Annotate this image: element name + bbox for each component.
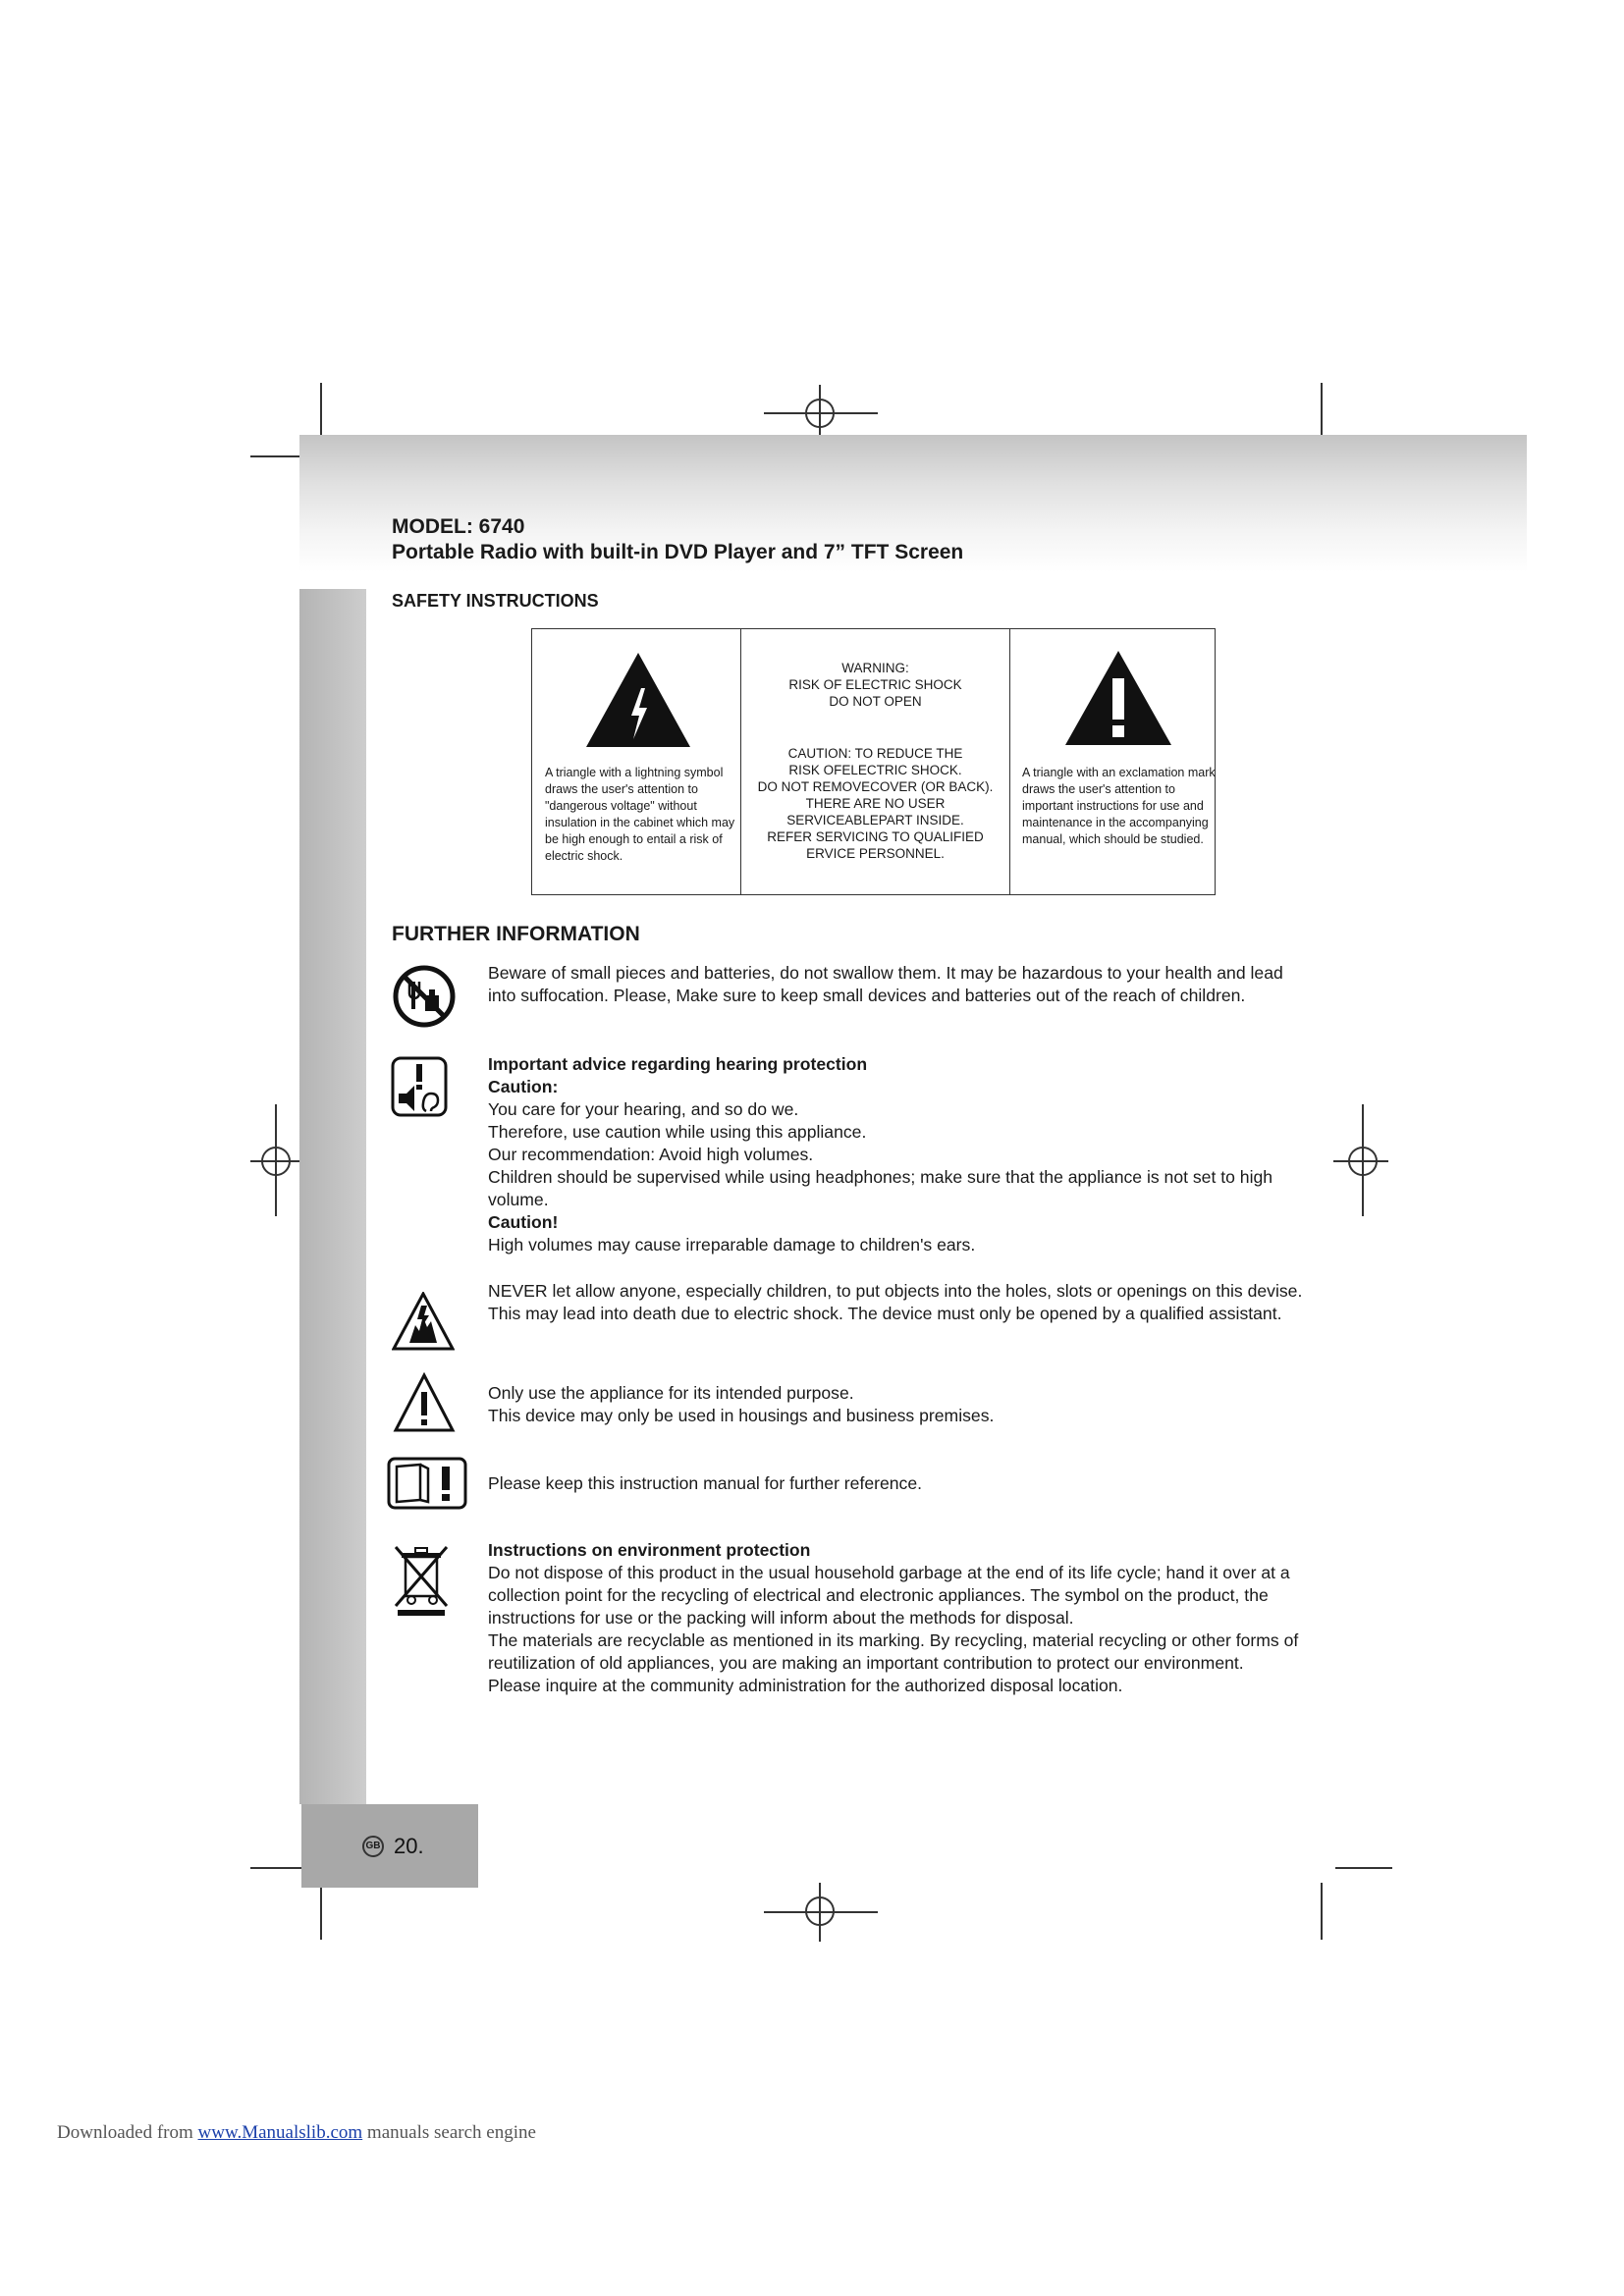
crop-mark [250,1867,304,1869]
keep-manual-text: Please keep this instruction manual for further reference. [488,1473,923,1493]
product-subtitle: Portable Radio with built-in DVD Player and 7” TFT Screen [392,541,964,563]
no-swallow-icon [392,964,457,1029]
warning-text: WARNING: RISK OF ELECTRIC SHOCK DO NOT OPEN [788,661,962,709]
crop-mark [320,1883,322,1940]
page-number: 20. [394,1833,424,1858]
download-footer [57,2122,536,2144]
side-band [299,589,366,1804]
environment-heading: Instructions on environment protection [488,1540,811,1560]
environment-block [488,1539,1313,1697]
purpose-line: Only use the appliance for its intended purpose. [488,1383,854,1403]
hearing-protection-block [488,1053,1313,1256]
hearing-line: High volumes may cause irreparable damage to children's ears. [488,1235,976,1255]
intended-purpose-block [488,1382,1313,1427]
hearing-line: You care for your hearing, and so do we. [488,1099,799,1119]
hearing-heading: Important advice regarding hearing protection [488,1054,868,1074]
crop-mark [250,455,304,457]
hearing-protection-icon [391,1056,448,1117]
crop-mark [1321,383,1323,440]
environment-paragraph: The materials are recyclable as mentioned in its marking. By recycling, material recycling or other forms of reutilization of old appliances, you are making an important contribution to protect our environment. [488,1630,1299,1673]
exclamation-cell [1010,629,1215,894]
gb-language-icon: GB [362,1836,384,1857]
hearing-caution-label: Caution: [488,1077,559,1096]
hearing-line: Therefore, use caution while using this appliance. [488,1122,867,1142]
electric-shock-hand-icon [392,1292,455,1351]
further-information-heading: FURTHER INFORMATION [392,923,640,945]
registration-mark [1348,1147,1378,1176]
manualslib-link[interactable]: www.Manualslib.com [197,2122,363,2143]
environment-paragraph: Do not dispose of this product in the usual household garbage at the end of its life cycle; hand it over at a collection point for the recycling of electrical and electronic appliances. The symbol on the product, the instructions for use or the packing will inform about the methods for disposal. [488,1563,1290,1628]
weee-bin-icon [392,1543,451,1618]
hearing-line: Our recommendation: Avoid high volumes. [488,1145,814,1164]
registration-mark [805,1896,835,1926]
model-title: MODEL: 6740 [392,515,525,538]
objects-warning-paragraph: NEVER let allow anyone, especially children, to put objects into the holes, slots or openings on this devise. This may lead into death due to electric shock. The device must only be opened by a qualified assistant. [488,1281,1303,1323]
lightning-note: A triangle with a lightning symbol draws the user's attention to "dangerous voltage" without insulation in the cabinet which may be high enough to entail a risk of electric shock. [545,766,735,863]
lightning-triangle-icon [584,651,692,749]
crop-mark [1335,1867,1392,1869]
environment-paragraph: Please inquire at the community administration for the authorized disposal location. [488,1676,1123,1695]
hearing-caution-label-2: Caution! [488,1212,559,1232]
registration-mark [261,1147,291,1176]
small-parts-paragraph: Beware of small pieces and batteries, do not swallow them. It may be hazardous to your health and lead into suffocation. Please, Make sure to keep small devices and batteries out of the reach of children. [488,963,1283,1005]
download-prefix: Downloaded from [57,2122,193,2143]
warning-triangle-icon [393,1372,456,1433]
hearing-line: Children should be supervised while using headphones; make sure that the appliance is not set to high volume. [488,1167,1273,1209]
warning-cell [741,629,1010,894]
page-number-tab [301,1804,478,1888]
registration-mark [805,399,835,428]
lightning-cell [532,629,741,894]
crop-mark [1321,1883,1323,1940]
exclamation-note: A triangle with an exclamation mark draws the user's attention to important instructions for use and maintenance in the accompanying manual, which should be studied. [1022,766,1216,846]
manual-book-icon [387,1457,467,1510]
safety-instructions-heading: SAFETY INSTRUCTIONS [392,591,599,611]
exclamation-triangle-icon [1063,649,1173,747]
download-suffix: manuals search engine [366,2122,536,2143]
crop-mark [320,383,322,440]
caution-text: CAUTION: TO REDUCE THE RISK OFELECTRIC SHOCK. DO NOT REMOVECOVER (OR BACK). THERE ARE NO USER SERVICEABLEPART INSIDE. REFER SERVICING TO QUALIFIED ERVICE PERSONNEL. [757,746,994,861]
purpose-line: This device may only be used in housings and business premises. [488,1406,995,1425]
warning-table [531,628,1216,895]
